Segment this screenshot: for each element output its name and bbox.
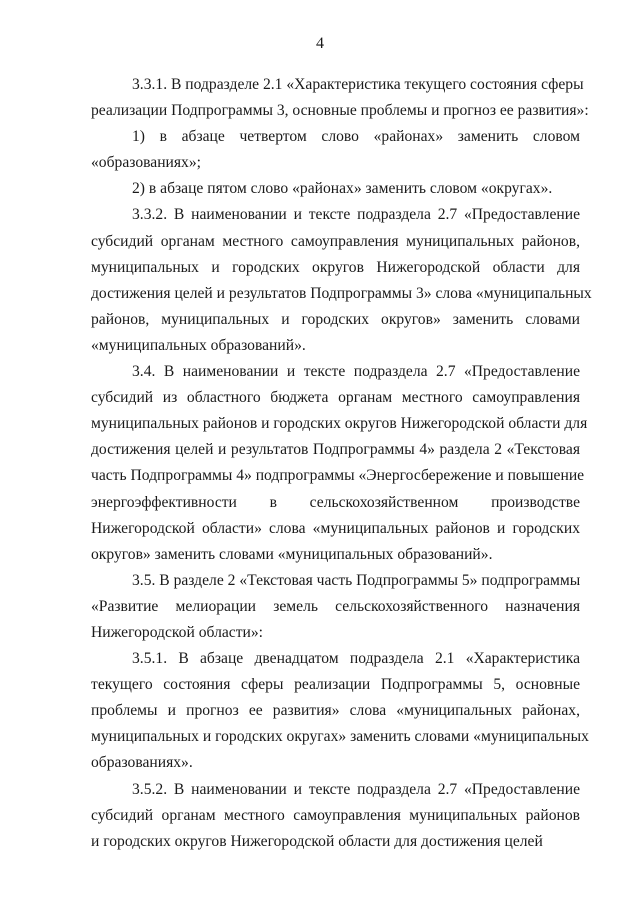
- text-line: проблемы и прогноз ее развития» слова «муниципальных районах,: [91, 702, 580, 720]
- text-line: часть Подпрограммы 4» подпрограммы «Энергосбережение и повышение: [91, 467, 585, 485]
- text-line: достижения целей и результатов Подпрограммы 3» слова «муниципальных: [91, 284, 592, 302]
- paragraph: [91, 568, 580, 646]
- text-line: 3.5. В разделе 2 «Текстовая часть Подпрограммы 5» подпрограммы: [132, 571, 581, 589]
- text-line: энергоэффективности в сельскохозяйственном производстве: [91, 493, 580, 511]
- paragraph: [91, 124, 580, 176]
- text-line: муниципальных и городских округов Нижегородской области для: [91, 258, 580, 276]
- text-line: Нижегородской области» слова «муниципальных районов и городских: [91, 519, 580, 537]
- text-line: 3.4. В наименовании и тексте подраздела 2.7 «Предоставление: [132, 363, 580, 381]
- document-body: [91, 72, 592, 855]
- text-line: 2) в абзаце пятом слово «районах» заменить словом «округах».: [132, 180, 553, 198]
- text-line: Нижегородской области»:: [91, 623, 263, 641]
- text-line: районов, муниципальных и городских округов» заменить словами: [91, 310, 580, 328]
- text-line: округов» заменить словами «муниципальных образований».: [91, 545, 493, 563]
- text-line: достижения целей и результатов Подпрограммы 4» раздела 2 «Текстовая: [91, 441, 580, 459]
- text-line: 3.5.2. В наименовании и тексте подраздела 2.7 «Предоставление: [132, 780, 580, 798]
- text-line: и городских округов Нижегородской области для достижения целей: [91, 832, 543, 850]
- paragraph: [91, 176, 580, 202]
- text-line: субсидий органам местного самоуправления муниципальных районов: [91, 806, 580, 824]
- paragraph: [91, 359, 588, 568]
- text-line: текущего состояния сферы реализации Подпрограммы 5, основные: [91, 676, 580, 694]
- text-line: субсидий из областного бюджета органам местного самоуправления: [91, 389, 580, 407]
- text-line: 3.5.1. В абзаце двенадцатом подраздела 2.1 «Характеристика: [132, 650, 580, 668]
- text-line: «образованиях»;: [91, 154, 201, 172]
- text-line: образованиях».: [91, 754, 193, 772]
- page-number: 4: [316, 35, 324, 52]
- text-line: «Развитие мелиорации земель сельскохозяйственного назначения: [91, 597, 580, 615]
- paragraph: [91, 646, 589, 776]
- text-line: муниципальных районов и городских округов Нижегородской области для: [91, 415, 588, 433]
- paragraph: [91, 777, 580, 855]
- text-line: 3.3.1. В подразделе 2.1 «Характеристика текущего состояния сферы: [132, 76, 584, 93]
- paragraph: [91, 202, 592, 359]
- text-line: муниципальных и городских округах» заменить словами «муниципальных: [91, 728, 589, 746]
- paragraph: [91, 72, 589, 124]
- text-line: «муниципальных образований».: [91, 336, 306, 354]
- text-line: 3.3.2. В наименовании и тексте подраздела 2.7 «Предоставление: [132, 206, 580, 224]
- text-line: реализации Подпрограммы 3, основные проблемы и прогноз ее развития»:: [91, 102, 589, 120]
- text-line: 1) в абзаце четвертом слово «районах» заменить словом: [132, 128, 580, 146]
- text-line: субсидий органам местного самоуправления муниципальных районов,: [91, 232, 580, 250]
